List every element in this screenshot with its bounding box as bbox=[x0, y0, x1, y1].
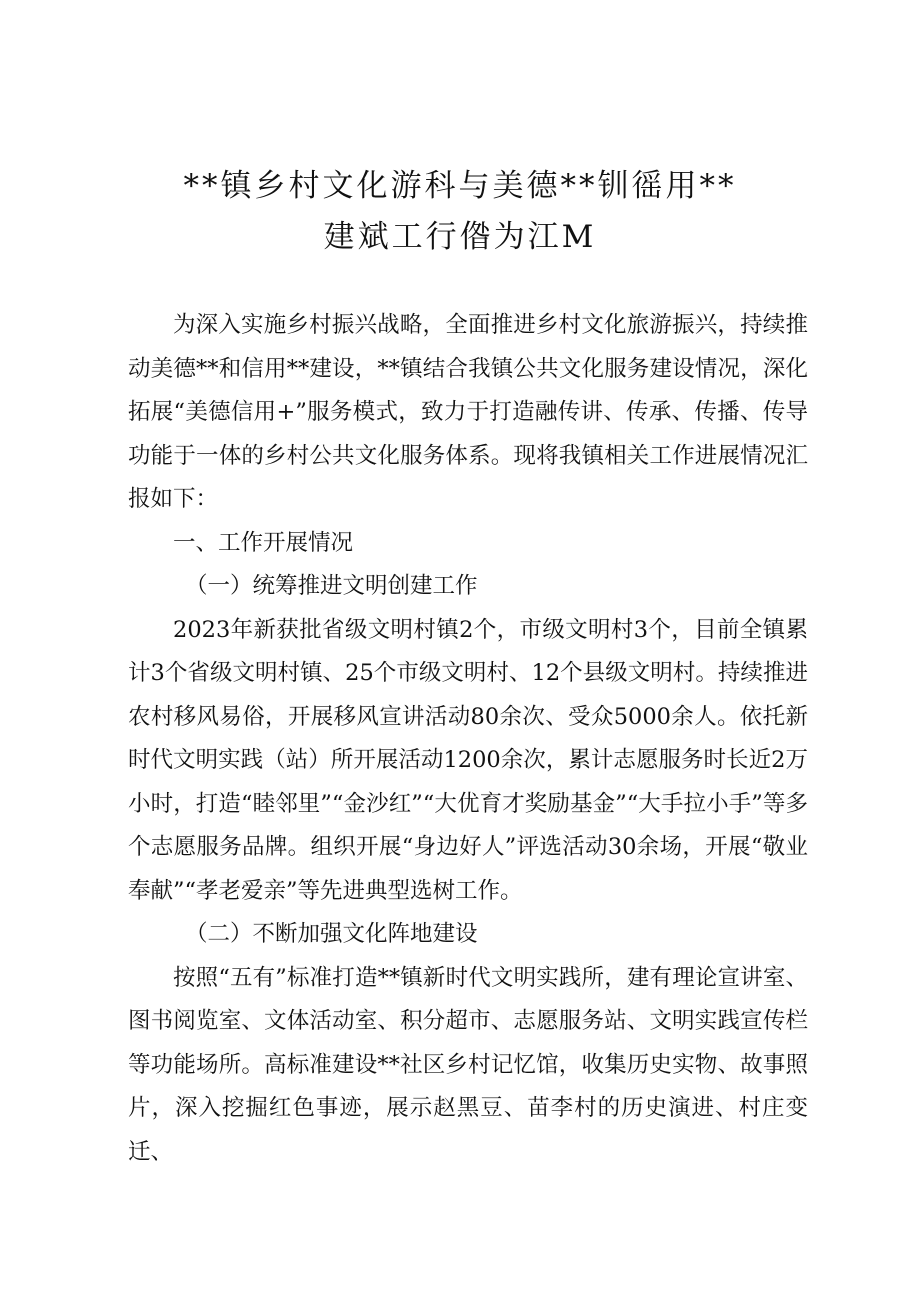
section-heading-1: 一、工作开展情况 bbox=[173, 529, 354, 556]
subsection-heading-1: （一）统筹推进文明创建工作 bbox=[185, 573, 478, 599]
subsection-2-paragraph: 按照“五有”标准打造**镇新时代文明实践所，建有理论宣讲室、图书阅览室、文体活动室、积分超市、志愿服务站、文明实践宣传栏等功能场所。高标准建设**社区乡村记忆馆，收集历史实物、故事照片，深入挖掘红色事迹，展示赵黑豆、苗李村的历史演进、村庄变迁、 bbox=[128, 964, 808, 1165]
subsection-1-paragraph: 2023年新获批省级文明村镇2个，市级文明村3个，目前全镇累计3个省级文明村镇、25个市级文明村、12个县级文明村。持续推进农村移风易俗，开展移风宣讲活动80余次、受众5000余人。依托新时代文明实践（站）所开展活动1200余次，累计志愿服务时长近2万小时，打造“睦邻里”“金沙红”“大优育才奖励基金”“大手拉小手”等多个志愿服务品牌。组织开展“身边好人”评选活动30余场，开展“敬业奉献”“孝老爱亲”等先进典型选树工作。 bbox=[128, 616, 808, 904]
document-body bbox=[128, 304, 808, 1174]
subsection-heading-2: （二）不断加强文化阵地建设 bbox=[185, 921, 478, 947]
document-title-line-2: 建斌工行偺为江M bbox=[323, 219, 597, 255]
intro-paragraph: 为深入实施乡村振兴战略，全面推进乡村文化旅游振兴，持续推动美德**和信用**建设，**镇结合我镇公共文化服务建设情况，深化拓展“美德信用+”服务模式，致力于打造融传讲、传承、传播、传导功能于一体的乡村公共文化服务体系。现将我镇相关工作进展情况汇报如下： bbox=[128, 312, 808, 512]
document-title-line-1: **镇乡村文化游科与美德**钏徭用** bbox=[183, 168, 737, 204]
